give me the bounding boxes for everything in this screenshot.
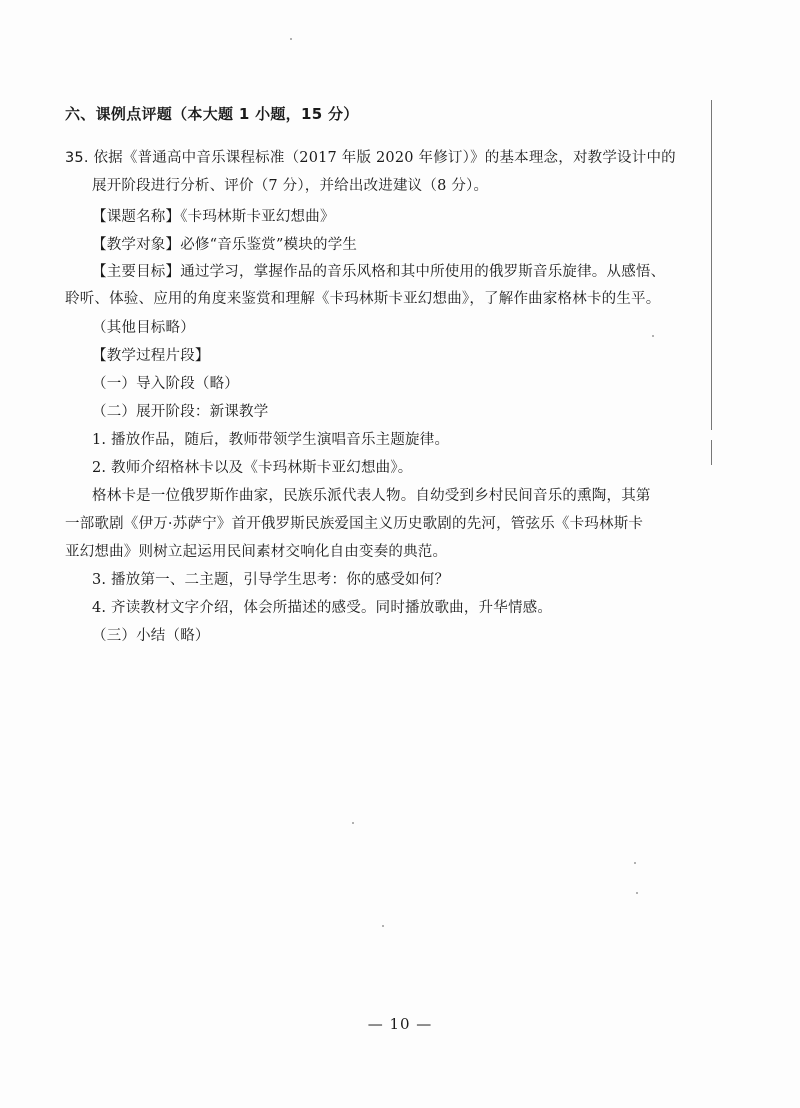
scan-speck <box>382 925 384 927</box>
question-number: 35. <box>65 150 89 166</box>
glinka-paragraph-line-2: 一部歌剧《伊万·苏萨宁》首开俄罗斯民族爱国主义历史歌剧的先河，管弦乐《卡玛林斯卡 <box>65 516 644 532</box>
course-name: 【课题名称】《卡玛林斯卡亚幻想曲》 <box>92 209 335 225</box>
step-3: 3. 播放第一、二主题，引导学生思考：你的感受如何？ <box>92 572 450 588</box>
glinka-paragraph-line-1: 格林卡是一位俄罗斯作曲家，民族乐派代表人物。自幼受到乡村民间音乐的熏陶，其第 <box>92 488 651 504</box>
step-2: 2. 教师介绍格林卡以及《卡玛林斯卡亚幻想曲》。 <box>92 460 413 476</box>
main-goal-line-2: 聆听、体验、应用的角度来鉴赏和理解《卡玛林斯卡亚幻想曲》，了解作曲家格林卡的生平。 <box>65 291 661 307</box>
scan-speck <box>634 862 636 864</box>
scan-speck <box>352 822 354 824</box>
process-heading: 【教学过程片段】 <box>92 348 210 364</box>
question-prompt-text: 依据《普通高中音乐课程标准（2017 年版 2020 年修订）》的基本理念，对教学设计中的 <box>93 150 676 166</box>
margin-rule-lower <box>711 440 712 465</box>
scan-speck <box>652 335 654 337</box>
question-prompt-line-1 <box>65 146 676 167</box>
step-4: 4. 齐读教材文字介绍，体会所描述的感受。同时播放歌曲，升华情感。 <box>92 600 553 616</box>
glinka-paragraph-line-3: 亚幻想曲》则树立起运用民间素材交响化自由变奏的典范。 <box>65 544 448 560</box>
teaching-audience: 【教学对象】必修“音乐鉴赏”模块的学生 <box>92 237 358 253</box>
stage-intro: （一）导入阶段（略） <box>92 376 239 392</box>
section-title: 六、课例点评题（本大题 1 小题，15 分） <box>65 105 359 123</box>
other-goals: （其他目标略） <box>92 320 195 336</box>
scan-speck <box>636 892 638 894</box>
question-prompt-line-2: 展开阶段进行分析、评价（7 分），并给出改进建议（8 分）。 <box>92 178 489 194</box>
main-goal-line-1: 【主要目标】通过学习，掌握作品的音乐风格和其中所使用的俄罗斯音乐旋律。从感悟、 <box>92 264 666 280</box>
step-1: 1. 播放作品，随后，教师带领学生演唱音乐主题旋律。 <box>92 432 450 448</box>
margin-rule-upper <box>711 100 712 430</box>
stage-summary: （三）小结（略） <box>92 628 210 644</box>
page-number: — 10 — <box>367 1015 433 1033</box>
stage-development: （二）展开阶段：新课教学 <box>92 404 269 420</box>
scan-speck <box>290 38 292 40</box>
